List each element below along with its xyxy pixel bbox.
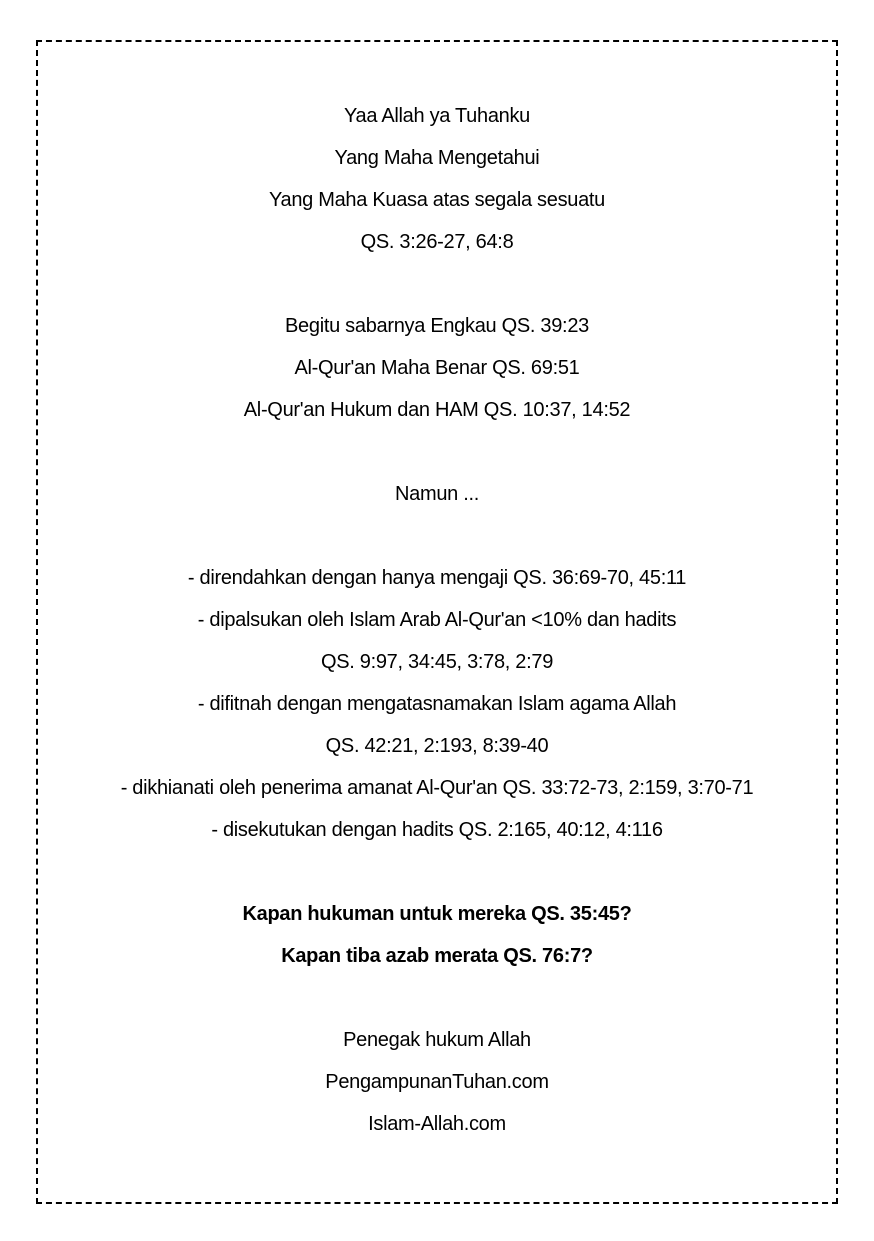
list-item: - direndahkan dengan hanya mengaji QS. 36:69-70, 45:11 [187,567,687,589]
text-line: Namun ... [395,483,479,505]
footer-section [38,1019,836,1145]
transition-section [38,473,836,515]
text-line: Yaa Allah ya Tuhanku [344,105,530,127]
text-line: Penegak hukum Allah [343,1029,531,1051]
quran-verse-reference: QS. 9:97, 34:45, 3:78, 2:79 [320,651,554,673]
website-name: PengampunanTuhan.com [325,1071,549,1093]
grievances-section [38,557,836,851]
dashed-page-border [36,40,838,1204]
question-line: Kapan tiba azab merata QS. 76:7? [281,945,593,967]
list-item: - disekutukan dengan hadits QS. 2:165, 40:12, 4:116 [211,819,663,841]
praise-section [38,305,836,431]
questions-section [38,893,836,977]
text-line: Al-Qur'an Hukum dan HAM QS. 10:37, 14:52 [243,399,631,421]
text-line: Begitu sabarnya Engkau QS. 39:23 [285,315,589,337]
question-line: Kapan hukuman untuk mereka QS. 35:45? [242,903,632,925]
invocation-section [38,95,836,263]
list-item: - difitnah dengan mengatasnamakan Islam agama Allah [197,693,677,715]
text-line: Yang Maha Kuasa atas segala sesuatu [268,189,606,211]
text-line: Al-Qur'an Maha Benar QS. 69:51 [294,357,580,379]
website-name: Islam-Allah.com [368,1113,506,1135]
list-item: - dipalsukan oleh Islam Arab Al-Qur'an <10% dan hadits [197,609,677,631]
quran-verse-reference: QS. 42:21, 2:193, 8:39-40 [325,735,549,757]
text-line: Yang Maha Mengetahui [334,147,540,169]
document-content [38,42,836,1145]
list-item: - dikhianati oleh penerima amanat Al-Qur'an QS. 33:72-73, 2:159, 3:70-71 [120,777,754,799]
quran-verse-reference: QS. 3:26-27, 64:8 [360,231,514,253]
